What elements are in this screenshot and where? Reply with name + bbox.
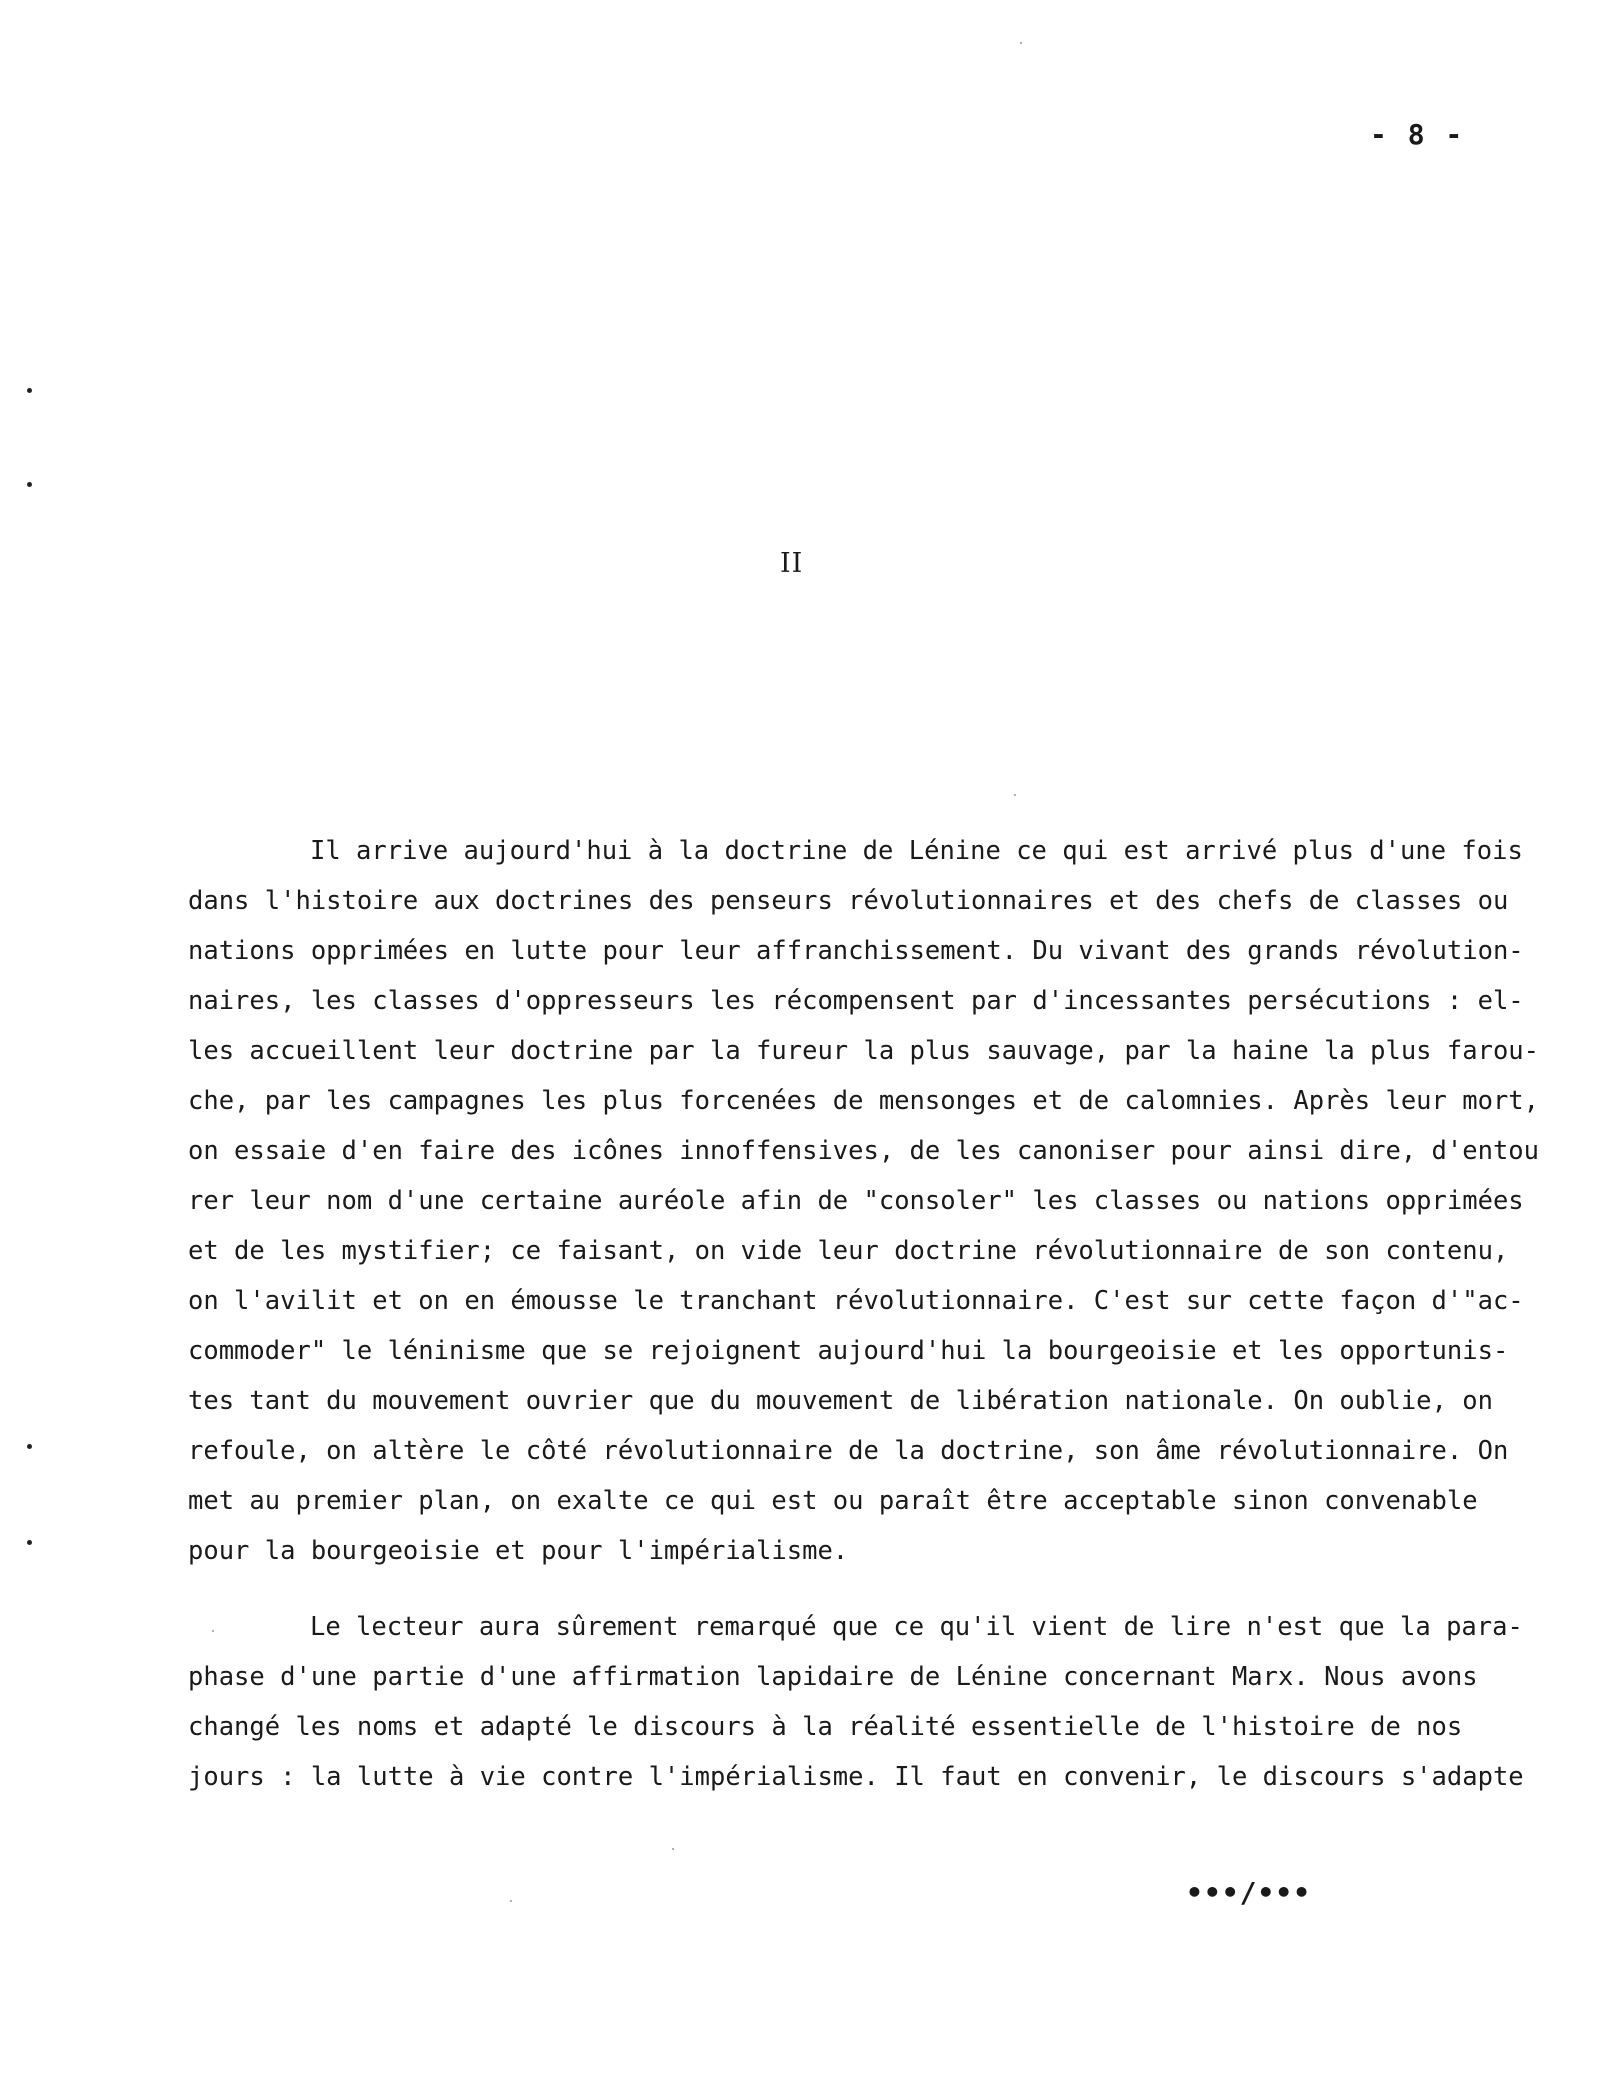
text-line: on l'avilit et on en émousse le tranchant révolutionnaire. C'est sur cette façon d'"ac- (188, 1286, 1524, 1316)
text-line: et de les mystifier; ce faisant, on vide leur doctrine révolutionnaire de son contenu, (188, 1236, 1509, 1266)
continuation-mark: •••/••• (1186, 1876, 1312, 1909)
text-line: jours : la lutte à vie contre l'impérialisme. Il faut en convenir, le discours s'adapte (188, 1762, 1524, 1792)
paper-speck (672, 1848, 674, 1850)
paragraph-spacer (188, 1576, 1568, 1602)
margin-punch-mark (27, 388, 32, 393)
text-line: tes tant du mouvement ouvrier que du mouvement de libération nationale. On oublie, on (188, 1386, 1493, 1416)
paper-speck (510, 1900, 512, 1902)
paper-speck (1014, 794, 1016, 796)
paragraph-1 (188, 826, 1568, 1576)
margin-punch-mark (27, 482, 32, 487)
margin-punch-mark (27, 1540, 32, 1545)
text-line: nations opprimées en lutte pour leur affranchissement. Du vivant des grands révolution- (188, 936, 1524, 966)
text-line: met au premier plan, on exalte ce qui est ou paraît être acceptable sinon convenable (188, 1486, 1478, 1516)
text-line: dans l'histoire aux doctrines des penseurs révolutionnaires et des chefs de classes ou (188, 886, 1509, 916)
text-line: phase d'une partie d'une affirmation lapidaire de Lénine concernant Marx. Nous avons (188, 1662, 1478, 1692)
text-line: pour la bourgeoisie et pour l'impérialisme. (188, 1536, 849, 1566)
body-text (188, 826, 1568, 1802)
text-line: Le lecteur aura sûrement remarqué que ce qu'il vient de lire n'est que la para- (310, 1612, 1523, 1642)
section-heading: II (780, 548, 804, 579)
paragraph-2 (188, 1602, 1568, 1802)
text-line: naires, les classes d'oppresseurs les récompensent par d'incessantes persécutions : el- (188, 986, 1524, 1016)
text-line: les accueillent leur doctrine par la fureur la plus sauvage, par la haine la plus farou- (188, 1036, 1540, 1066)
margin-punch-mark (27, 1444, 32, 1449)
text-line: che, par les campagnes les plus forcenées de mensonges et de calomnies. Après leur mort, (188, 1086, 1540, 1116)
text-line: Il arrive aujourd'hui à la doctrine de Lénine ce qui est arrivé plus d'une fois (310, 836, 1523, 866)
page-number: - 8 - (1370, 118, 1465, 151)
text-line: refoule, on altère le côté révolutionnaire de la doctrine, son âme révolutionnaire. On (188, 1436, 1509, 1466)
text-line: commoder" le léninisme que se rejoignent aujourd'hui la bourgeoisie et les opportunis- (188, 1336, 1509, 1366)
text-line: rer leur nom d'une certaine auréole afin de "consoler" les classes ou nations opprimées (188, 1186, 1524, 1216)
text-line: changé les noms et adapté le discours à la réalité essentielle de l'histoire de nos (188, 1712, 1463, 1742)
paper-speck (1020, 42, 1022, 44)
text-line: on essaie d'en faire des icônes innoffensives, de les canoniser pour ainsi dire, d'entou (188, 1136, 1540, 1166)
